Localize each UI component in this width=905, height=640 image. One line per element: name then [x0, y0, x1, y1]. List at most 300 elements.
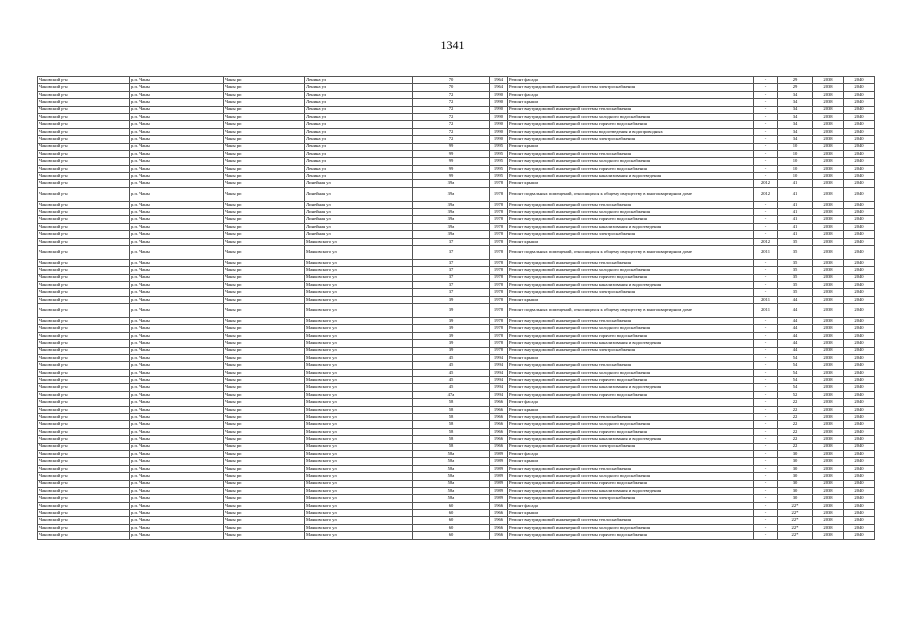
table-row: [38, 150, 875, 157]
build-year-cell: 1978: [490, 274, 508, 281]
district-cell: Чановский р-н: [38, 473, 130, 480]
table-row: [38, 231, 875, 238]
wear-percent-cell: 41: [778, 201, 813, 208]
work-type-cell: Ремонт внутридомовой инженерной системы горячего водоснабжения: [508, 391, 754, 398]
locality-cell: Чаны рп: [224, 347, 305, 354]
house-number-cell: 60: [413, 532, 490, 539]
wear-percent-cell: 44: [778, 332, 813, 339]
work-type-cell: Ремонт фасада: [508, 399, 754, 406]
wear-percent-cell: 30: [778, 473, 813, 480]
plan-start-cell: 2038: [813, 414, 844, 421]
plan-end-cell: 2040: [844, 377, 875, 384]
table-row: [38, 77, 875, 84]
last-repair-year-cell: -: [754, 136, 778, 143]
build-year-cell: 1978: [490, 201, 508, 208]
house-number-cell: 37: [413, 289, 490, 296]
last-repair-year-cell: -: [754, 173, 778, 180]
table-row: [38, 317, 875, 324]
district-cell: Чановский р-н: [38, 443, 130, 450]
settlement-cell: р.п. Чаны: [130, 289, 224, 296]
street-cell: Маяковского ул: [305, 465, 413, 472]
last-repair-year-cell: -: [754, 532, 778, 539]
last-repair-year-cell: -: [754, 317, 778, 324]
district-cell: Чановский р-н: [38, 532, 130, 539]
locality-cell: Чаны рп: [224, 99, 305, 106]
plan-end-cell: 2040: [844, 267, 875, 274]
wear-percent-cell: 30: [778, 458, 813, 465]
settlement-cell: р.п. Чаны: [130, 173, 224, 180]
locality-cell: Чаны рп: [224, 450, 305, 457]
wear-percent-cell: 35: [778, 238, 813, 245]
wear-percent-cell: 30: [778, 495, 813, 502]
build-year-cell: 1990: [490, 128, 508, 135]
wear-percent-cell: 52: [778, 391, 813, 398]
plan-start-cell: 2038: [813, 84, 844, 91]
district-cell: Чановский р-н: [38, 524, 130, 531]
build-year-cell: 1990: [490, 99, 508, 106]
locality-cell: Чаны рп: [224, 106, 305, 113]
street-cell: Ленина ул: [305, 84, 413, 91]
build-year-cell: 1978: [490, 281, 508, 288]
plan-start-cell: 2038: [813, 91, 844, 98]
last-repair-year-cell: -: [754, 325, 778, 332]
settlement-cell: р.п. Чаны: [130, 201, 224, 208]
work-type-cell: Ремонт внутридомовой инженерной системы горячего водоснабжения: [508, 121, 754, 128]
page-number: 1341: [440, 38, 465, 52]
district-cell: Чановский р-н: [38, 289, 130, 296]
house-number-cell: 72: [413, 99, 490, 106]
locality-cell: Чаны рп: [224, 296, 305, 303]
wear-percent-cell: 41: [778, 223, 813, 230]
district-cell: Чановский р-н: [38, 274, 130, 281]
build-year-cell: 1978: [490, 340, 508, 347]
build-year-cell: 1994: [490, 384, 508, 391]
plan-start-cell: 2038: [813, 332, 844, 339]
street-cell: Линейная ул: [305, 223, 413, 230]
locality-cell: Чаны рп: [224, 517, 305, 524]
street-cell: Маяковского ул: [305, 458, 413, 465]
build-year-cell: 1994: [490, 391, 508, 398]
locality-cell: Чаны рп: [224, 406, 305, 413]
settlement-cell: р.п. Чаны: [130, 91, 224, 98]
plan-end-cell: 2040: [844, 502, 875, 509]
locality-cell: Чаны рп: [224, 289, 305, 296]
plan-end-cell: 2040: [844, 428, 875, 435]
plan-end-cell: 2040: [844, 436, 875, 443]
work-type-cell: Ремонт внутридомовой инженерной системы холодного водоснабжения: [508, 473, 754, 480]
plan-end-cell: 2040: [844, 165, 875, 172]
settlement-cell: р.п. Чаны: [130, 317, 224, 324]
plan-start-cell: 2038: [813, 201, 844, 208]
district-cell: Чановский р-н: [38, 325, 130, 332]
settlement-cell: р.п. Чаны: [130, 465, 224, 472]
plan-start-cell: 2038: [813, 296, 844, 303]
locality-cell: Чаны рп: [224, 281, 305, 288]
settlement-cell: р.п. Чаны: [130, 325, 224, 332]
table-row: [38, 216, 875, 223]
settlement-cell: р.п. Чаны: [130, 480, 224, 487]
build-year-cell: 1978: [490, 223, 508, 230]
last-repair-year-cell: -: [754, 465, 778, 472]
wear-percent-cell: 29: [778, 84, 813, 91]
table-row: [38, 532, 875, 539]
house-number-cell: 37: [413, 259, 490, 266]
plan-start-cell: 2038: [813, 473, 844, 480]
house-number-cell: 39: [413, 347, 490, 354]
house-number-cell: 37: [413, 267, 490, 274]
build-year-cell: 1978: [490, 209, 508, 216]
plan-start-cell: 2038: [813, 143, 844, 150]
district-cell: Чановский р-н: [38, 84, 130, 91]
table-body: [38, 77, 875, 540]
table-row: [38, 259, 875, 266]
work-type-cell: Ремонт крыши: [508, 143, 754, 150]
plan-end-cell: 2040: [844, 158, 875, 165]
plan-start-cell: 2038: [813, 267, 844, 274]
plan-end-cell: 2040: [844, 495, 875, 502]
wear-percent-cell: 34: [778, 128, 813, 135]
work-type-cell: Ремонт внутридомовой инженерной системы электроснабжения: [508, 136, 754, 143]
plan-end-cell: 2040: [844, 209, 875, 216]
build-year-cell: 1978: [490, 304, 508, 318]
plan-start-cell: 2038: [813, 406, 844, 413]
table-row: [38, 113, 875, 120]
house-number-cell: 47а: [413, 391, 490, 398]
locality-cell: Чаны рп: [224, 238, 305, 245]
wear-percent-cell: 34: [778, 121, 813, 128]
settlement-cell: р.п. Чаны: [130, 517, 224, 524]
work-type-cell: Ремонт внутридомовой инженерной системы горячего водоснабжения: [508, 332, 754, 339]
street-cell: Маяковского ул: [305, 480, 413, 487]
last-repair-year-cell: -: [754, 91, 778, 98]
street-cell: Ленина ул: [305, 106, 413, 113]
plan-end-cell: 2040: [844, 443, 875, 450]
table-row: [38, 165, 875, 172]
wear-percent-cell: 41: [778, 216, 813, 223]
settlement-cell: р.п. Чаны: [130, 180, 224, 187]
district-cell: Чановский р-н: [38, 428, 130, 435]
plan-start-cell: 2038: [813, 317, 844, 324]
plan-start-cell: 2038: [813, 458, 844, 465]
work-type-cell: Ремонт внутридомовой инженерной системы теплоснабжения: [508, 259, 754, 266]
build-year-cell: 1978: [490, 246, 508, 260]
table-row: [38, 267, 875, 274]
settlement-cell: р.п. Чаны: [130, 473, 224, 480]
settlement-cell: р.п. Чаны: [130, 238, 224, 245]
wear-percent-cell: 22: [778, 443, 813, 450]
locality-cell: Чаны рп: [224, 143, 305, 150]
settlement-cell: р.п. Чаны: [130, 223, 224, 230]
district-cell: Чановский р-н: [38, 340, 130, 347]
build-year-cell: 1966: [490, 517, 508, 524]
locality-cell: Чаны рп: [224, 304, 305, 318]
last-repair-year-cell: -: [754, 274, 778, 281]
locality-cell: Чаны рп: [224, 77, 305, 84]
district-cell: Чановский р-н: [38, 128, 130, 135]
locality-cell: Чаны рп: [224, 136, 305, 143]
build-year-cell: 1989: [490, 487, 508, 494]
street-cell: Ленина ул: [305, 128, 413, 135]
build-year-cell: 1994: [490, 369, 508, 376]
house-number-cell: 39: [413, 317, 490, 324]
house-number-cell: 39а: [413, 201, 490, 208]
settlement-cell: р.п. Чаны: [130, 332, 224, 339]
last-repair-year-cell: -: [754, 231, 778, 238]
table-row: [38, 180, 875, 187]
locality-cell: Чаны рп: [224, 362, 305, 369]
district-cell: Чановский р-н: [38, 209, 130, 216]
build-year-cell: 1994: [490, 377, 508, 384]
build-year-cell: 1966: [490, 510, 508, 517]
district-cell: Чановский р-н: [38, 304, 130, 318]
work-type-cell: Ремонт внутридомовой инженерной системы горячего водоснабжения: [508, 377, 754, 384]
plan-start-cell: 2038: [813, 443, 844, 450]
settlement-cell: р.п. Чаны: [130, 267, 224, 274]
settlement-cell: р.п. Чаны: [130, 216, 224, 223]
street-cell: Маяковского ул: [305, 517, 413, 524]
house-number-cell: 58: [413, 436, 490, 443]
district-cell: Чановский р-н: [38, 502, 130, 509]
last-repair-year-cell: -: [754, 128, 778, 135]
locality-cell: Чаны рп: [224, 267, 305, 274]
build-year-cell: 1995: [490, 173, 508, 180]
plan-end-cell: 2040: [844, 458, 875, 465]
settlement-cell: р.п. Чаны: [130, 150, 224, 157]
street-cell: Маяковского ул: [305, 524, 413, 531]
house-number-cell: 45: [413, 354, 490, 361]
wear-percent-cell: 22: [778, 399, 813, 406]
locality-cell: Чаны рп: [224, 436, 305, 443]
house-number-cell: 58а: [413, 473, 490, 480]
wear-percent-cell: 44: [778, 325, 813, 332]
table-row: [38, 121, 875, 128]
wear-percent-cell: 22*: [778, 502, 813, 509]
street-cell: Ленина ул: [305, 91, 413, 98]
last-repair-year-cell: -: [754, 201, 778, 208]
street-cell: Ленина ул: [305, 173, 413, 180]
locality-cell: Чаны рп: [224, 428, 305, 435]
plan-start-cell: 2038: [813, 362, 844, 369]
settlement-cell: р.п. Чаны: [130, 246, 224, 260]
last-repair-year-cell: 2011: [754, 304, 778, 318]
build-year-cell: 1966: [490, 428, 508, 435]
work-type-cell: Ремонт крыши: [508, 510, 754, 517]
plan-start-cell: 2038: [813, 259, 844, 266]
wear-percent-cell: 54: [778, 377, 813, 384]
work-type-cell: Ремонт внутридомовой инженерной системы холодного водоснабжения: [508, 369, 754, 376]
table-row: [38, 238, 875, 245]
table-row: [38, 436, 875, 443]
street-cell: Маяковского ул: [305, 362, 413, 369]
settlement-cell: р.п. Чаны: [130, 77, 224, 84]
wear-percent-cell: 29: [778, 77, 813, 84]
build-year-cell: 1978: [490, 238, 508, 245]
district-cell: Чановский р-н: [38, 91, 130, 98]
table-row: [38, 332, 875, 339]
work-type-cell: Ремонт внутридомовой инженерной системы электроснабжения: [508, 84, 754, 91]
locality-cell: Чаны рп: [224, 473, 305, 480]
settlement-cell: р.п. Чаны: [130, 369, 224, 376]
last-repair-year-cell: -: [754, 436, 778, 443]
last-repair-year-cell: -: [754, 113, 778, 120]
wear-percent-cell: 22*: [778, 510, 813, 517]
district-cell: Чановский р-н: [38, 487, 130, 494]
last-repair-year-cell: -: [754, 399, 778, 406]
plan-start-cell: 2038: [813, 289, 844, 296]
locality-cell: Чаны рп: [224, 84, 305, 91]
plan-start-cell: 2038: [813, 99, 844, 106]
last-repair-year-cell: -: [754, 473, 778, 480]
district-cell: Чановский р-н: [38, 414, 130, 421]
table-row: [38, 143, 875, 150]
last-repair-year-cell: -: [754, 495, 778, 502]
house-number-cell: 39: [413, 325, 490, 332]
district-cell: Чановский р-н: [38, 465, 130, 472]
street-cell: Ленина ул: [305, 143, 413, 150]
plan-end-cell: 2040: [844, 473, 875, 480]
plan-end-cell: 2040: [844, 347, 875, 354]
house-number-cell: 45: [413, 384, 490, 391]
locality-cell: Чаны рп: [224, 165, 305, 172]
work-type-cell: Ремонт внутридомовой инженерной системы холодного водоснабжения: [508, 267, 754, 274]
build-year-cell: 1994: [490, 362, 508, 369]
plan-end-cell: 2040: [844, 532, 875, 539]
district-cell: Чановский р-н: [38, 136, 130, 143]
table-row: [38, 274, 875, 281]
wear-percent-cell: 22: [778, 436, 813, 443]
build-year-cell: 1966: [490, 443, 508, 450]
wear-percent-cell: 41: [778, 231, 813, 238]
street-cell: Линейная ул: [305, 187, 413, 201]
build-year-cell: 1978: [490, 267, 508, 274]
work-type-cell: Ремонт внутридомовой инженерной системы горячего водоснабжения: [508, 274, 754, 281]
plan-start-cell: 2038: [813, 223, 844, 230]
wear-percent-cell: 54: [778, 384, 813, 391]
locality-cell: Чаны рп: [224, 216, 305, 223]
wear-percent-cell: 10: [778, 143, 813, 150]
settlement-cell: р.п. Чаны: [130, 231, 224, 238]
locality-cell: Чаны рп: [224, 113, 305, 120]
table-row: [38, 347, 875, 354]
house-number-cell: 72: [413, 113, 490, 120]
wear-percent-cell: 34: [778, 99, 813, 106]
district-cell: Чановский р-н: [38, 158, 130, 165]
district-cell: Чановский р-н: [38, 259, 130, 266]
district-cell: Чановский р-н: [38, 99, 130, 106]
last-repair-year-cell: -: [754, 106, 778, 113]
settlement-cell: р.п. Чаны: [130, 384, 224, 391]
district-cell: Чановский р-н: [38, 223, 130, 230]
locality-cell: Чаны рп: [224, 259, 305, 266]
work-type-cell: Ремонт крыши: [508, 296, 754, 303]
settlement-cell: р.п. Чаны: [130, 428, 224, 435]
table-row: [38, 223, 875, 230]
wear-percent-cell: 34: [778, 113, 813, 120]
plan-end-cell: 2040: [844, 510, 875, 517]
work-type-cell: Ремонт внутридомовой инженерной системы холодного водоснабжения: [508, 421, 754, 428]
district-cell: Чановский р-н: [38, 231, 130, 238]
wear-percent-cell: 22: [778, 414, 813, 421]
wear-percent-cell: 22*: [778, 532, 813, 539]
plan-start-cell: 2038: [813, 487, 844, 494]
plan-end-cell: 2040: [844, 399, 875, 406]
table-row: [38, 414, 875, 421]
work-type-cell: Ремонт фасада: [508, 77, 754, 84]
wear-percent-cell: 10: [778, 158, 813, 165]
work-type-cell: Ремонт подвальных помещений, относящихся к общему имуществу в многоквартирном доме: [508, 304, 754, 318]
build-year-cell: 1989: [490, 450, 508, 457]
build-year-cell: 1966: [490, 399, 508, 406]
work-type-cell: Ремонт внутридомовой инженерной системы холодного водоснабжения: [508, 209, 754, 216]
build-year-cell: 1966: [490, 436, 508, 443]
plan-start-cell: 2038: [813, 377, 844, 384]
street-cell: Маяковского ул: [305, 238, 413, 245]
locality-cell: Чаны рп: [224, 524, 305, 531]
wear-percent-cell: 30: [778, 487, 813, 494]
plan-end-cell: 2040: [844, 450, 875, 457]
plan-end-cell: 2040: [844, 325, 875, 332]
district-cell: Чановский р-н: [38, 296, 130, 303]
locality-cell: Чаны рп: [224, 495, 305, 502]
plan-start-cell: 2038: [813, 238, 844, 245]
build-year-cell: 1989: [490, 465, 508, 472]
last-repair-year-cell: 2011: [754, 246, 778, 260]
plan-end-cell: 2040: [844, 201, 875, 208]
plan-end-cell: 2040: [844, 421, 875, 428]
build-year-cell: 1978: [490, 259, 508, 266]
build-year-cell: 1978: [490, 231, 508, 238]
work-type-cell: Ремонт фасада: [508, 91, 754, 98]
last-repair-year-cell: -: [754, 209, 778, 216]
build-year-cell: 1989: [490, 480, 508, 487]
plan-start-cell: 2038: [813, 77, 844, 84]
wear-percent-cell: 30: [778, 465, 813, 472]
house-number-cell: 72: [413, 136, 490, 143]
build-year-cell: 1989: [490, 495, 508, 502]
district-cell: Чановский р-н: [38, 450, 130, 457]
last-repair-year-cell: -: [754, 143, 778, 150]
plan-end-cell: 2040: [844, 259, 875, 266]
last-repair-year-cell: -: [754, 458, 778, 465]
plan-end-cell: 2040: [844, 216, 875, 223]
last-repair-year-cell: -: [754, 517, 778, 524]
work-type-cell: Ремонт внутридомовой инженерной системы электроснабжения: [508, 443, 754, 450]
plan-start-cell: 2038: [813, 517, 844, 524]
street-cell: Маяковского ул: [305, 414, 413, 421]
table-row: [38, 399, 875, 406]
plan-start-cell: 2038: [813, 436, 844, 443]
locality-cell: Чаны рп: [224, 421, 305, 428]
house-number-cell: 39: [413, 340, 490, 347]
plan-start-cell: 2038: [813, 128, 844, 135]
table-row: [38, 473, 875, 480]
settlement-cell: р.п. Чаны: [130, 99, 224, 106]
street-cell: Маяковского ул: [305, 259, 413, 266]
street-cell: Линейная ул: [305, 201, 413, 208]
table-row: [38, 304, 875, 318]
plan-end-cell: 2040: [844, 150, 875, 157]
work-type-cell: Ремонт внутридомовой инженерной системы холодного водоснабжения: [508, 113, 754, 120]
build-year-cell: 1990: [490, 91, 508, 98]
house-number-cell: 58: [413, 399, 490, 406]
build-year-cell: 1989: [490, 473, 508, 480]
street-cell: Маяковского ул: [305, 369, 413, 376]
wear-percent-cell: 34: [778, 136, 813, 143]
house-number-cell: 58: [413, 443, 490, 450]
house-number-cell: 99: [413, 165, 490, 172]
table-row: [38, 296, 875, 303]
house-number-cell: 37: [413, 246, 490, 260]
